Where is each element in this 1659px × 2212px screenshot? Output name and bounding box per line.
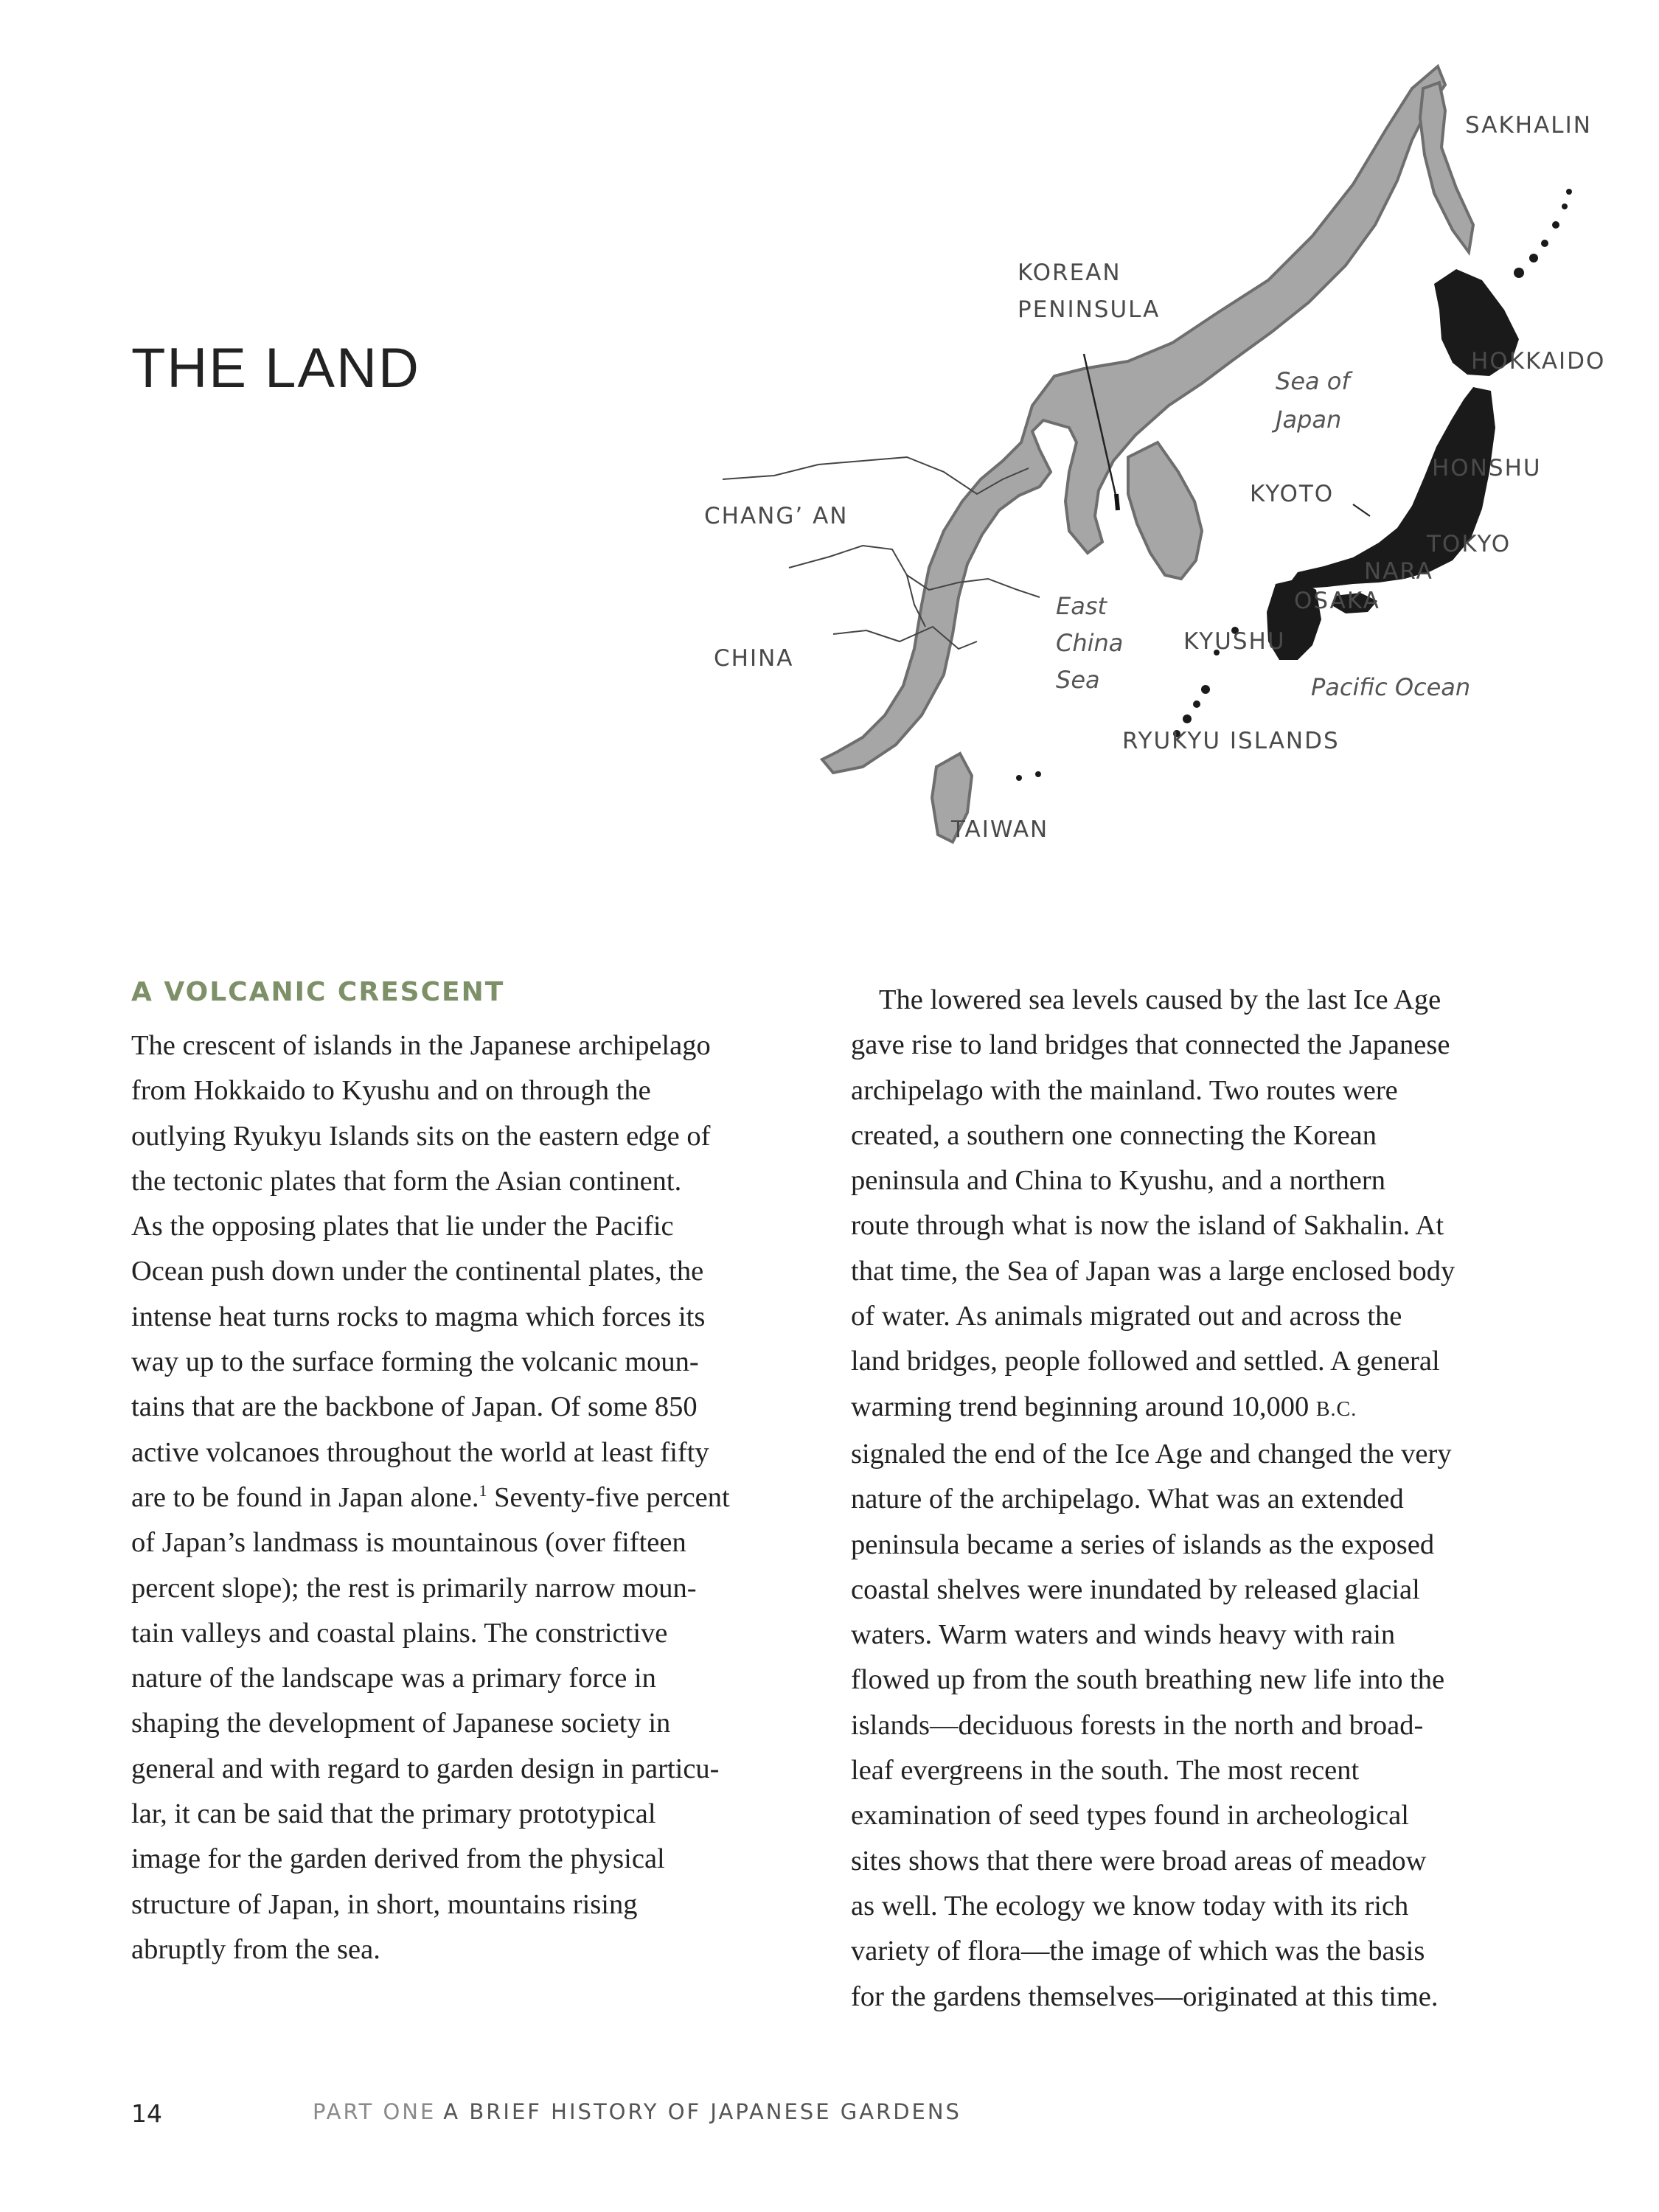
text-line: created, a southern one connecting the Korean [851,1119,1377,1151]
label-korean-peninsula-2: PENINSULA [1018,296,1161,323]
label-east-china-sea-1: East [1056,592,1107,620]
text-line: leaf evergreens in the south. The most recent [851,1755,1360,1787]
label-sea-of-japan-2: Japan [1276,406,1342,434]
text-line: structure of Japan, in short, mountains rising [131,1888,638,1920]
text-line: general and with regard to garden design in particu- [131,1753,720,1784]
text-line: route through what is now the island of Sakhalin. At [851,1210,1444,1242]
text-line: signaled the end of the Ice Age and changed the very [851,1438,1452,1470]
label-nara: NARA [1364,558,1433,585]
text-span: warming trend beginning around 10,000 [851,1391,1316,1422]
label-kyushu: KYUSHU [1183,628,1286,655]
running-head-title: A BRIEF HISTORY OF JAPANESE GARDENS [443,2099,961,2124]
text-line: of water. As animals migrated out and across the [851,1301,1402,1332]
label-korean-peninsula-1: KOREAN [1018,260,1121,286]
text-line: from Hokkaido to Kyushu and on through the [131,1075,651,1107]
section-heading: A VOLCANIC CRESCENT [131,977,505,1007]
text-line: lar, it can be said that the primary prototypical [131,1798,656,1830]
left-column-text [131,1023,810,1972]
running-head [313,2101,961,2123]
text-line: intense heat turns rocks to magma which forces its [131,1301,706,1332]
text-line: way up to the surface forming the volcanic moun- [131,1346,699,1378]
label-east-china-sea-3: Sea [1056,666,1100,694]
map-graphic [686,59,1606,855]
kuril-islands [1514,189,1572,278]
right-column-text [851,978,1529,2020]
sakhalin-shape [1420,83,1473,252]
label-hokkaido: HOKKAIDO [1471,348,1606,375]
text-line: coastal shelves were inundated by released glacial [851,1573,1420,1605]
text-line: peninsula and China to Kyushu, and a northern [851,1165,1385,1197]
era-text-line [851,1385,1529,1432]
korean-peninsula-shape [1128,442,1202,579]
label-ryukyu-islands: RYUKYU ISLANDS [1122,728,1340,754]
text-line: outlying Ryukyu Islands sits on the eastern edge of [131,1120,711,1152]
text-line: for the gardens themselves—originated at this time. [851,1980,1439,2012]
text-line: Ocean push down under the continental plates, the [131,1256,704,1287]
text-line: nature of the landscape was a primary force in [131,1663,656,1694]
text-line: tain valleys and coastal plains. The constrictive [131,1617,668,1649]
label-honshu: HONSHU [1432,455,1542,481]
wei-river-line [789,546,1040,597]
yangtze-river-line [833,627,977,649]
mainland-coast [822,66,1445,773]
text-line: as well. The ecology we know today with its rich [851,1890,1409,1921]
label-pacific-ocean: Pacific Ocean [1311,673,1471,701]
page-title: THE LAND [131,337,420,400]
text-line: peninsula became a series of islands as the exposed [851,1528,1435,1560]
text-line: shaping the development of Japanese society in [131,1708,671,1739]
label-china: CHINA [714,645,794,672]
label-sakhalin: SAKHALIN [1465,112,1592,139]
text-line: variety of flora—the image of which was the basis [851,1935,1425,1967]
label-sea-of-japan-1: Sea of [1276,367,1350,395]
text-line: percent slope); the rest is primarily narrow moun- [131,1572,697,1604]
footnote-text-line [131,1475,810,1520]
label-kyoto: KYOTO [1250,481,1335,507]
text-line: the tectonic plates that form the Asian continent. [131,1165,682,1197]
text-line: islands—deciduous forests in the north and broad- [851,1709,1424,1741]
japan-region-map [686,59,1606,855]
text-line: of Japan’s landmass is mountainous (over fifteen [131,1527,686,1559]
footnote-marker[interactable]: 1 [479,1481,487,1500]
running-head-part: PART ONE [313,2099,437,2124]
text-line: abruptly from the sea. [131,1933,380,1965]
text-line: The crescent of islands in the Japanese archipelago [131,1030,711,1061]
text-line: examination of seed types found in archeological [851,1800,1409,1832]
text-line: archipelago with the mainland. Two routes were [851,1074,1398,1106]
text-line: land bridges, people followed and settled. A general [851,1346,1440,1377]
text-line: waters. Warm waters and winds heavy with rain [851,1619,1396,1651]
text-line: nature of the archipelago. What was an extended [851,1484,1404,1515]
text-line: As the opposing plates that lie under the Pacific [131,1211,674,1242]
text-line: flowed up from the south breathing new life into the [851,1664,1445,1696]
label-east-china-sea-2: China [1056,629,1124,657]
text-line: active volcanoes throughout the world at least fifty [131,1436,709,1468]
kyoto-leader-line [1353,504,1370,516]
korea-leader-end [1116,494,1118,510]
text-line: The lowered sea levels caused by the last Ice Age [879,984,1441,1015]
text-line: sites shows that there were broad areas of meadow [851,1845,1427,1877]
text-line: tains that are the backbone of Japan. Of some 850 [131,1391,698,1423]
text-line: that time, the Sea of Japan was a large enclosed body [851,1255,1455,1287]
label-osaka: OSAKA [1294,588,1380,614]
text-span: are to be found in Japan alone. [131,1481,479,1513]
label-changan: CHANG’ AN [704,503,849,529]
label-tokyo: TOKYO [1427,531,1512,557]
era-abbreviation: B.C. [1315,1397,1357,1421]
text-line: image for the garden derived from the physical [131,1843,665,1875]
text-span: Seventy-five percent [487,1481,730,1513]
page-number: 14 [131,2099,162,2128]
text-line: gave rise to land bridges that connected the Japanese [851,1029,1450,1061]
label-taiwan: TAIWAN [951,816,1049,843]
